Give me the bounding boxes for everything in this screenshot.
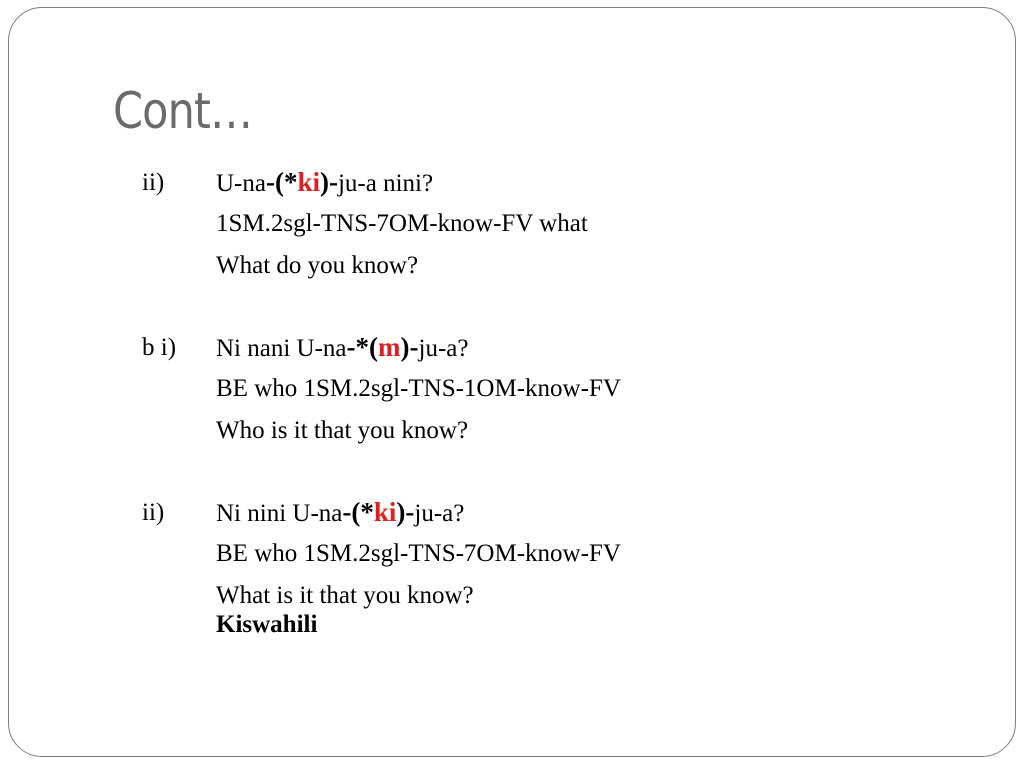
- object-marker: ki: [297, 167, 320, 197]
- example-translation: Who is it that you know?: [216, 417, 469, 444]
- example-label: ii): [142, 499, 165, 526]
- example-gloss: BE who 1SM.2sgl-TNS-7OM-know-FV: [216, 540, 621, 567]
- form-open-bracket: -*(: [346, 332, 379, 362]
- form-prefix: Ni nani U-na: [216, 335, 347, 362]
- form-close-bracket: )-: [396, 497, 415, 527]
- form-prefix: U-na: [216, 170, 266, 197]
- example-translation: What is it that you know?: [216, 582, 474, 609]
- object-marker: m: [378, 332, 401, 362]
- example-label: ii): [142, 169, 165, 196]
- example-label: b i): [142, 334, 177, 361]
- form-suffix: ju-a?: [418, 335, 469, 362]
- object-marker: ki: [373, 497, 397, 527]
- language-note: Kiswahili: [216, 611, 318, 638]
- example-form-line: [216, 162, 433, 204]
- form-close-bracket: )-: [320, 167, 338, 197]
- form-suffix: ju-a nini?: [337, 170, 434, 197]
- form-suffix: ju-a?: [414, 500, 465, 527]
- form-prefix: Ni nini U-na: [216, 500, 343, 527]
- example-gloss: 1SM.2sgl-TNS-7OM-know-FV what: [216, 210, 588, 237]
- form-open-bracket: -(*: [265, 167, 298, 197]
- example-form-line: [216, 327, 468, 369]
- example-translation: What do you know?: [216, 252, 419, 279]
- example-form-line: [216, 492, 464, 534]
- example-gloss: BE who 1SM.2sgl-TNS-1OM-know-FV: [216, 375, 621, 402]
- slide-title: Cont…: [113, 82, 253, 140]
- form-open-bracket: -(*: [342, 497, 374, 527]
- form-close-bracket: )-: [400, 332, 419, 362]
